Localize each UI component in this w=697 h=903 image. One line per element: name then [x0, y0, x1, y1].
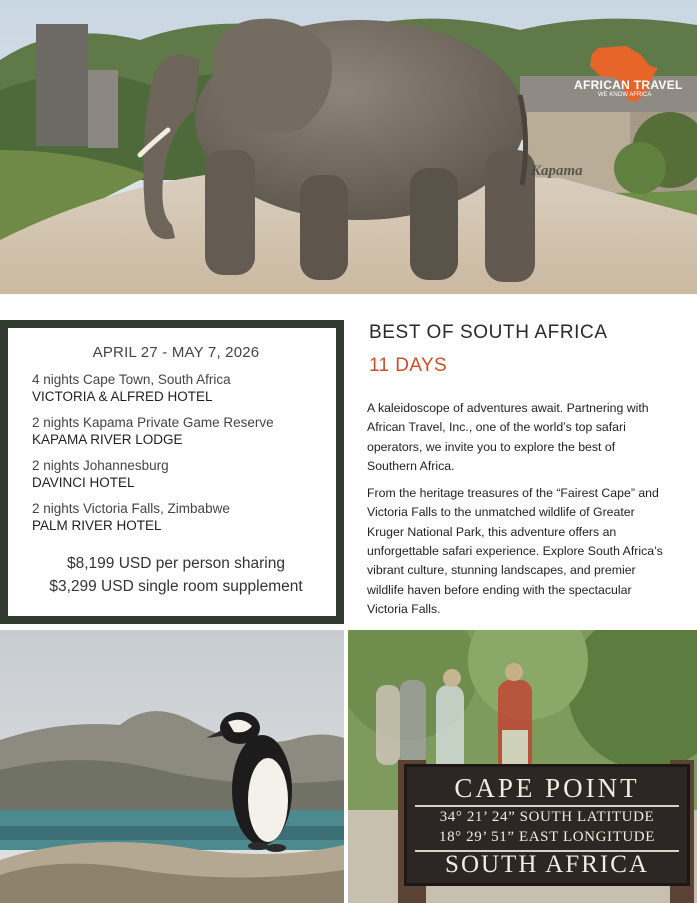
cape-point-sign — [404, 764, 690, 886]
sign-longitude: 18° 29’ 51” EAST LONGITUDE — [438, 829, 655, 845]
penguin-photo-illustration — [0, 630, 344, 903]
itinerary-stop — [32, 500, 336, 534]
penguin-photo — [0, 630, 344, 903]
sign-divider — [415, 805, 679, 807]
trip-duration: 11 DAYS — [369, 355, 448, 376]
kapama-gate-sign: Kapama — [531, 163, 583, 179]
itinerary-box — [0, 320, 344, 624]
sign-latitude: 34° 21’ 24” SOUTH LATITUDE — [439, 809, 655, 825]
stop-hotel: PALM RIVER HOTEL — [32, 518, 162, 533]
itinerary-stop — [32, 371, 336, 405]
sign-cape-point: CAPE POINT — [454, 773, 640, 803]
stop-nights: 2 nights Victoria Falls, Zimbabwe — [32, 501, 230, 516]
stop-nights: 2 nights Johannesburg — [32, 458, 169, 473]
pricing — [32, 552, 336, 598]
price-single-supplement: $3,299 USD single room supplement — [49, 578, 303, 595]
hero-elephant-photo — [0, 0, 697, 294]
trip-title: BEST OF SOUTH AFRICA — [369, 322, 608, 343]
stop-hotel: VICTORIA & ALFRED HOTEL — [32, 389, 213, 404]
stop-nights: 4 nights Cape Town, South Africa — [32, 372, 231, 387]
description-paragraph: From the heritage treasures of the “Fairest Cape” and Victoria Falls to the unmatched wildlife of Greater Kruger National Park, this adventure offers an unforgettable safari experience. Explore South Africa’s vibrant culture, stunning landscapes, and premier wildlife haven before ending with the spectacular Victoria Falls. — [367, 486, 663, 616]
logo-wordmark: AFRICAN TRAVEL — [574, 78, 683, 92]
price-sharing: $8,199 USD per person sharing — [67, 555, 285, 572]
trip-dates: APRIL 27 - MAY 7, 2026 — [92, 344, 260, 361]
itinerary-stop — [32, 457, 336, 491]
description-paragraph: A kaleidoscope of adventures await. Partnering with African Travel, Inc., one of the world’s top safari operators, we invite you to explore the best of Southern Africa. — [367, 401, 649, 473]
itinerary-stop — [32, 414, 336, 448]
trip-description — [367, 399, 667, 627]
sign-south-africa: SOUTH AFRICA — [445, 851, 649, 878]
stop-hotel: DAVINCI HOTEL — [32, 475, 135, 490]
stop-nights: 2 nights Kapama Private Game Reserve — [32, 415, 274, 430]
african-travel-logo — [560, 44, 690, 104]
stop-hotel: KAPAMA RIVER LODGE — [32, 432, 183, 447]
logo-tagline: WE KNOW AFRICA — [598, 92, 652, 98]
